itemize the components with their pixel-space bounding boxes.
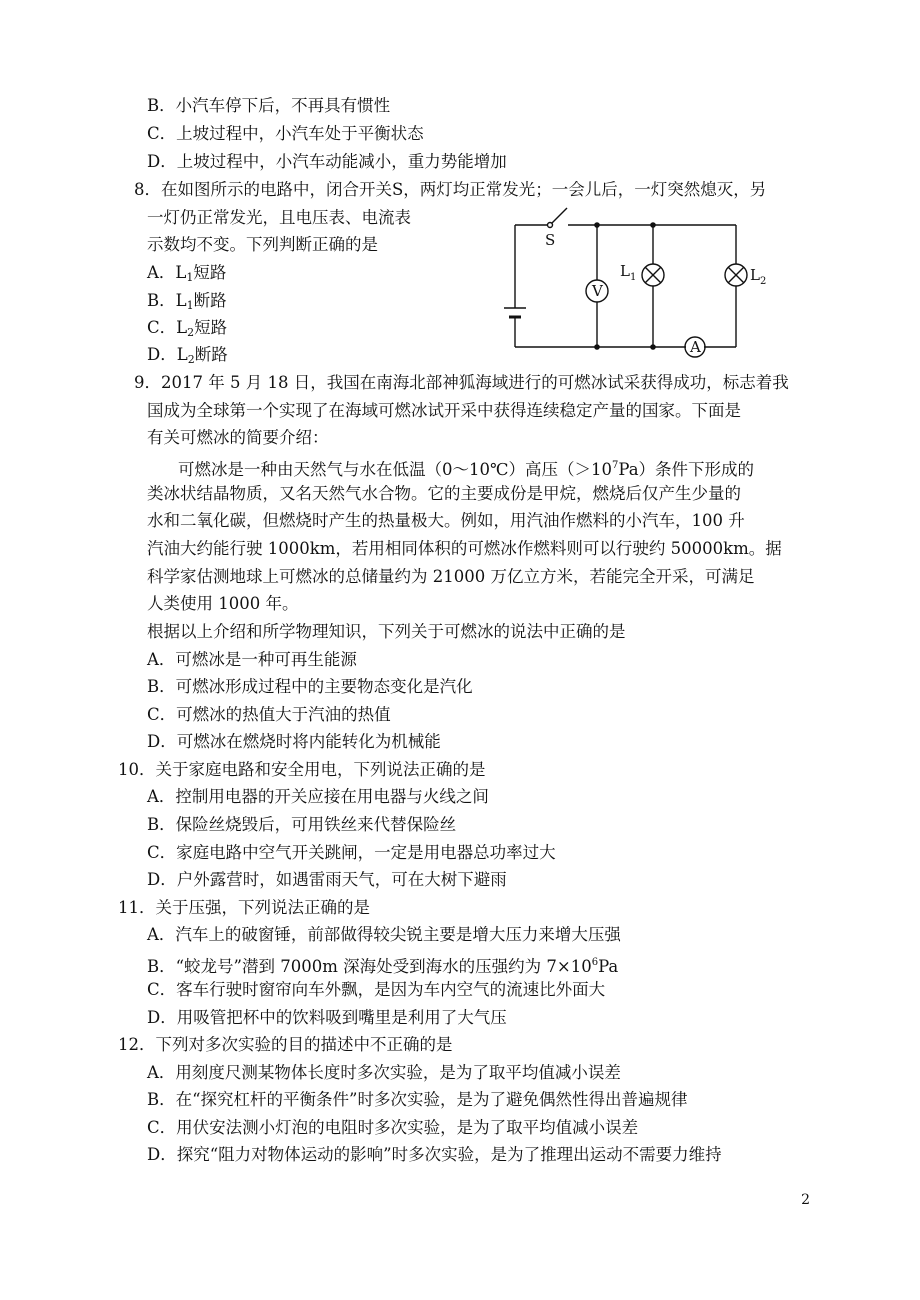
switch-label: S xyxy=(545,231,556,249)
lamp2-label: $L_2$ xyxy=(750,266,767,287)
junction-dot xyxy=(650,222,656,228)
q8-option-a: A．$L_1$短路 xyxy=(147,263,227,284)
q9-passage-line4: 汽油大约能行驶 1000km，若用相同体积的可燃冰作燃料则可以行驶约 50000km。据 xyxy=(147,539,782,558)
q9-passage-line2: 类冰状结晶物质，又名天然气水合物。它的主要成份是甲烷，燃烧后仅产生少量的 xyxy=(147,484,741,503)
voltmeter-label: V xyxy=(592,282,603,300)
q9-stem-line2: 国成为全球第一个实现了在海域可燃冰试开采中获得连续稳定产量的国家。下面是 xyxy=(147,401,741,420)
q9-option-a: A．可燃冰是一种可再生能源 xyxy=(147,650,357,669)
q12-option-c: C．用伏安法测小灯泡的电阻时多次实验，是为了取平均值减小误差 xyxy=(147,1118,639,1137)
q7-option-c: C．上坡过程中，小汽车处于平衡状态 xyxy=(147,124,424,143)
q12-option-b: B．在“探究杠杆的平衡条件”时多次实验，是为了避免偶然性得出普遍规律 xyxy=(147,1090,688,1109)
lamp1-label: $L_1$ xyxy=(620,262,637,283)
q10-option-b: B．保险丝烧毁后，可用铁丝来代替保险丝 xyxy=(147,815,457,834)
q12-stem: 12．下列对多次实验的目的描述中不正确的是 xyxy=(118,1035,453,1054)
q9-passage-line3: 水和二氧化碳，但燃烧时产生的热量极大。例如，用汽油作燃料的小汽车，100 升 xyxy=(147,511,745,530)
q7-option-b: B．小汽车停下后，不再具有惯性 xyxy=(147,96,391,115)
q11-option-d: D．用吸管把杯中的饮料吸到嘴里是利用了大气压 xyxy=(147,1008,507,1027)
q8-option-c: C．$L_2$短路 xyxy=(147,318,228,339)
ammeter-label: A xyxy=(690,338,701,356)
q9-option-b: B．可燃冰形成过程中的主要物态变化是汽化 xyxy=(147,677,473,696)
q9-passage-line5: 科学家估测地球上可燃冰的总储量约为 21000 万亿立方米，若能完全开采，可满足 xyxy=(147,567,755,586)
q9-passage-line1: 可燃冰是一种由天然气与水在低温（0～10℃）高压$(>10^7Pa)$条件下形成的 xyxy=(178,460,755,479)
q8-option-b: B．$L_1$断路 xyxy=(147,291,227,312)
q12-option-a: A．用刻度尺测某物体长度时多次实验，是为了取平均值减小误差 xyxy=(147,1063,621,1082)
switch-contact xyxy=(548,223,553,228)
q8-stem-line1: 8．在如图所示的电路中，闭合开关S，两灯均正常发光；一会儿后，一灯突然熄灭，另 xyxy=(134,180,767,199)
junction-dot xyxy=(594,222,600,228)
q9-stem-line1: 9．2017 年 5 月 18 日，我国在南海北部神狐海域进行的可燃冰试采获得成功，标志着我 xyxy=(134,373,789,392)
switch-blade xyxy=(552,208,567,223)
q9-stem-line3: 有关可燃冰的简要介绍： xyxy=(147,428,329,447)
q11-option-a: A．汽车上的破窗锤，前部做得较尖锐主要是增大压力来增大压强 xyxy=(147,925,621,944)
q10-option-c: C．家庭电路中空气开关跳闸，一定是用电器总功率过大 xyxy=(147,843,556,862)
q10-option-d: D．户外露营时，如遇雷雨天气，可在大树下避雨 xyxy=(147,870,507,889)
q8-stem-line3: 示数均不变。下列判断正确的是 xyxy=(147,235,378,254)
q12-option-d: D．探究“阻力对物体运动的影响”时多次实验，是为了推理出运动不需要力维持 xyxy=(147,1145,722,1164)
q8-option-d: D．$L_2$断路 xyxy=(147,345,228,366)
q8-stem-line2: 一灯仍正常发光，且电压表、电流表 xyxy=(147,208,411,227)
q11-stem: 11．关于压强，下列说法正确的是 xyxy=(118,898,370,917)
circuit-diagram xyxy=(500,190,790,360)
q9-option-c: C．可燃冰的热值大于汽油的热值 xyxy=(147,705,391,724)
junction-dot xyxy=(650,344,656,350)
q9-passage-line6: 人类使用 1000 年。 xyxy=(147,594,299,613)
q9-option-d: D．可燃冰在燃烧时将内能转化为机械能 xyxy=(147,732,441,751)
q11-option-b: B．“蛟龙号”潜到 7000m 深海处受到海水的压强约为 $7\times 10^6Pa$ xyxy=(147,957,619,976)
page-number: 2 xyxy=(801,1192,810,1208)
junction-dot xyxy=(594,344,600,350)
q10-stem: 10．关于家庭电路和安全用电，下列说法正确的是 xyxy=(118,760,486,779)
q10-option-a: A．控制用电器的开关应接在用电器与火线之间 xyxy=(147,787,489,806)
q11-option-c: C．客车行驶时窗帘向车外飘，是因为车内空气的流速比外面大 xyxy=(147,980,606,999)
q7-option-d: D．上坡过程中，小汽车动能减小，重力势能增加 xyxy=(147,152,507,171)
q9-prompt: 根据以上介绍和所学物理知识，下列关于可燃冰的说法中正确的是 xyxy=(147,622,626,641)
